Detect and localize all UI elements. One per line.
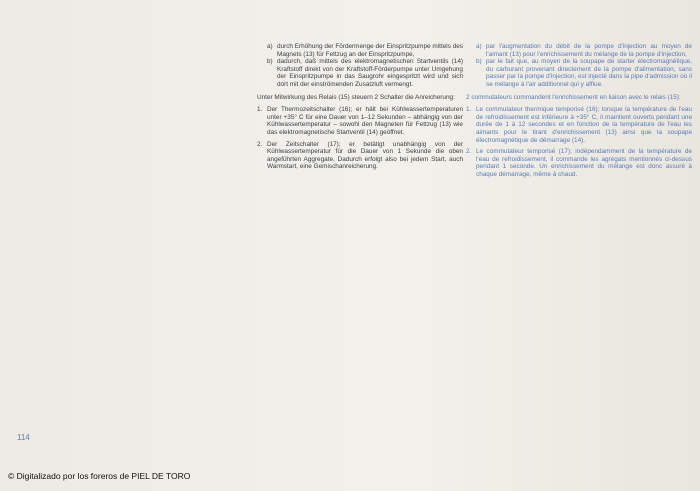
french-list-numbered	[466, 106, 692, 178]
german-item-2-label: 2.	[257, 140, 263, 148]
french-item-b-label: b)	[476, 58, 482, 66]
french-item-2	[466, 148, 692, 178]
page-number: 114	[17, 433, 30, 442]
german-item-b	[267, 58, 463, 88]
french-item-b	[476, 58, 692, 88]
french-intro: 2 commutateurs commandent l'enrichissement en liaison avec le relais (15):	[466, 93, 681, 101]
german-column	[257, 43, 463, 176]
german-item-a	[267, 43, 463, 58]
scan-credit: © Digitalizado por los foreros de PIEL DE TORO	[8, 471, 191, 481]
german-item-a-text: durch Erhöhung der Fördermenge der Einspritzpumpe mittels des Magnets (13) für Fettzug an der Einspritzpumpe,	[277, 43, 463, 58]
french-column	[466, 43, 692, 184]
french-item-b-text: par le fait que, au moyen de la soupape de starter électromagnétique, du carburant provenant directement de la pompe d'alimentation, sans passer par la pompe d'injection, est injecté dans la pipe d'admission où il se mélange à l'air additionnel qui y afflue.	[486, 58, 692, 88]
german-item-b-label: b)	[267, 58, 273, 66]
french-item-a-label: a)	[476, 43, 482, 50]
french-item-2-label: 2.	[466, 148, 472, 156]
french-item-1-label: 1.	[466, 106, 472, 114]
german-item-2	[257, 141, 463, 171]
german-item-1-text: Der Thermozeitschalter (16); er hält bei Kühlwassertemperaturen unter +35° C für eine Dauer von 1–12 Sekunden – abhängig von der Kühlwassertemperatur – sowohl den Magneten für Fettzug (13) wie das elektromagnetische Startventil (14) geöffnet.	[267, 106, 463, 136]
german-intro: Unter Mitwirkung des Relais (15) steuern 2 Schalter die Anreicherung:	[257, 93, 455, 101]
french-list-ab	[466, 43, 692, 89]
german-item-1-label: 1.	[257, 106, 263, 114]
french-item-a	[476, 43, 692, 58]
french-item-1	[466, 106, 692, 144]
german-item-1	[257, 106, 463, 136]
french-item-1-text: Le commutateur thermique temporisé (16); lorsque la température de l'eau de refroidissement est inférieure à +35° C, il maintient ouverts pendant une durée de 1 à 12 secondes et en fonction de la température de l'eau les aimants pour le tirant d'enrichissement (13) ainsi que la soupape électromagnétique de démarrage (14).	[476, 106, 692, 144]
german-item-a-label: a)	[267, 43, 273, 50]
french-item-a-text: par l'augmentation du débit de la pompe d'injection au moyen de l'aimant (13) pour l'enrichissement du mélange de la pompe d'injection,	[486, 43, 692, 58]
german-list-ab	[257, 43, 463, 89]
german-item-b-text: dadurch, daß mittels des elektromagnetischen Startventils (14) Kraftstoff direkt von der Kraftstoff-Förderpumpe unter Umgehung der Einspritzpumpe in das Saugrohr eingespritzt wird und sich dort mit der einströmenden Zusatzluft vermengt.	[277, 58, 463, 88]
german-item-2-text: Der Zeitschalter (17); er betätigt unabhängig von der Kühlwassertemperatur für die Dauer von 1 Sekunde die oben angeführten Aggregate. Dadurch erfolgt also bei jedem Start, auch Warmstart, eine Gemischanreicherung.	[267, 140, 463, 171]
french-item-2-text: Le commutateur temporisé (17); indépendamment de la température de l'eau de refroidissement, il commande les agrégats mentionnés ci-dessus pendant 1 seconde. Un enrichissement du mélange est donc assuré à chaque démarrage, même à chaud.	[476, 148, 692, 178]
german-list-numbered	[257, 106, 463, 171]
